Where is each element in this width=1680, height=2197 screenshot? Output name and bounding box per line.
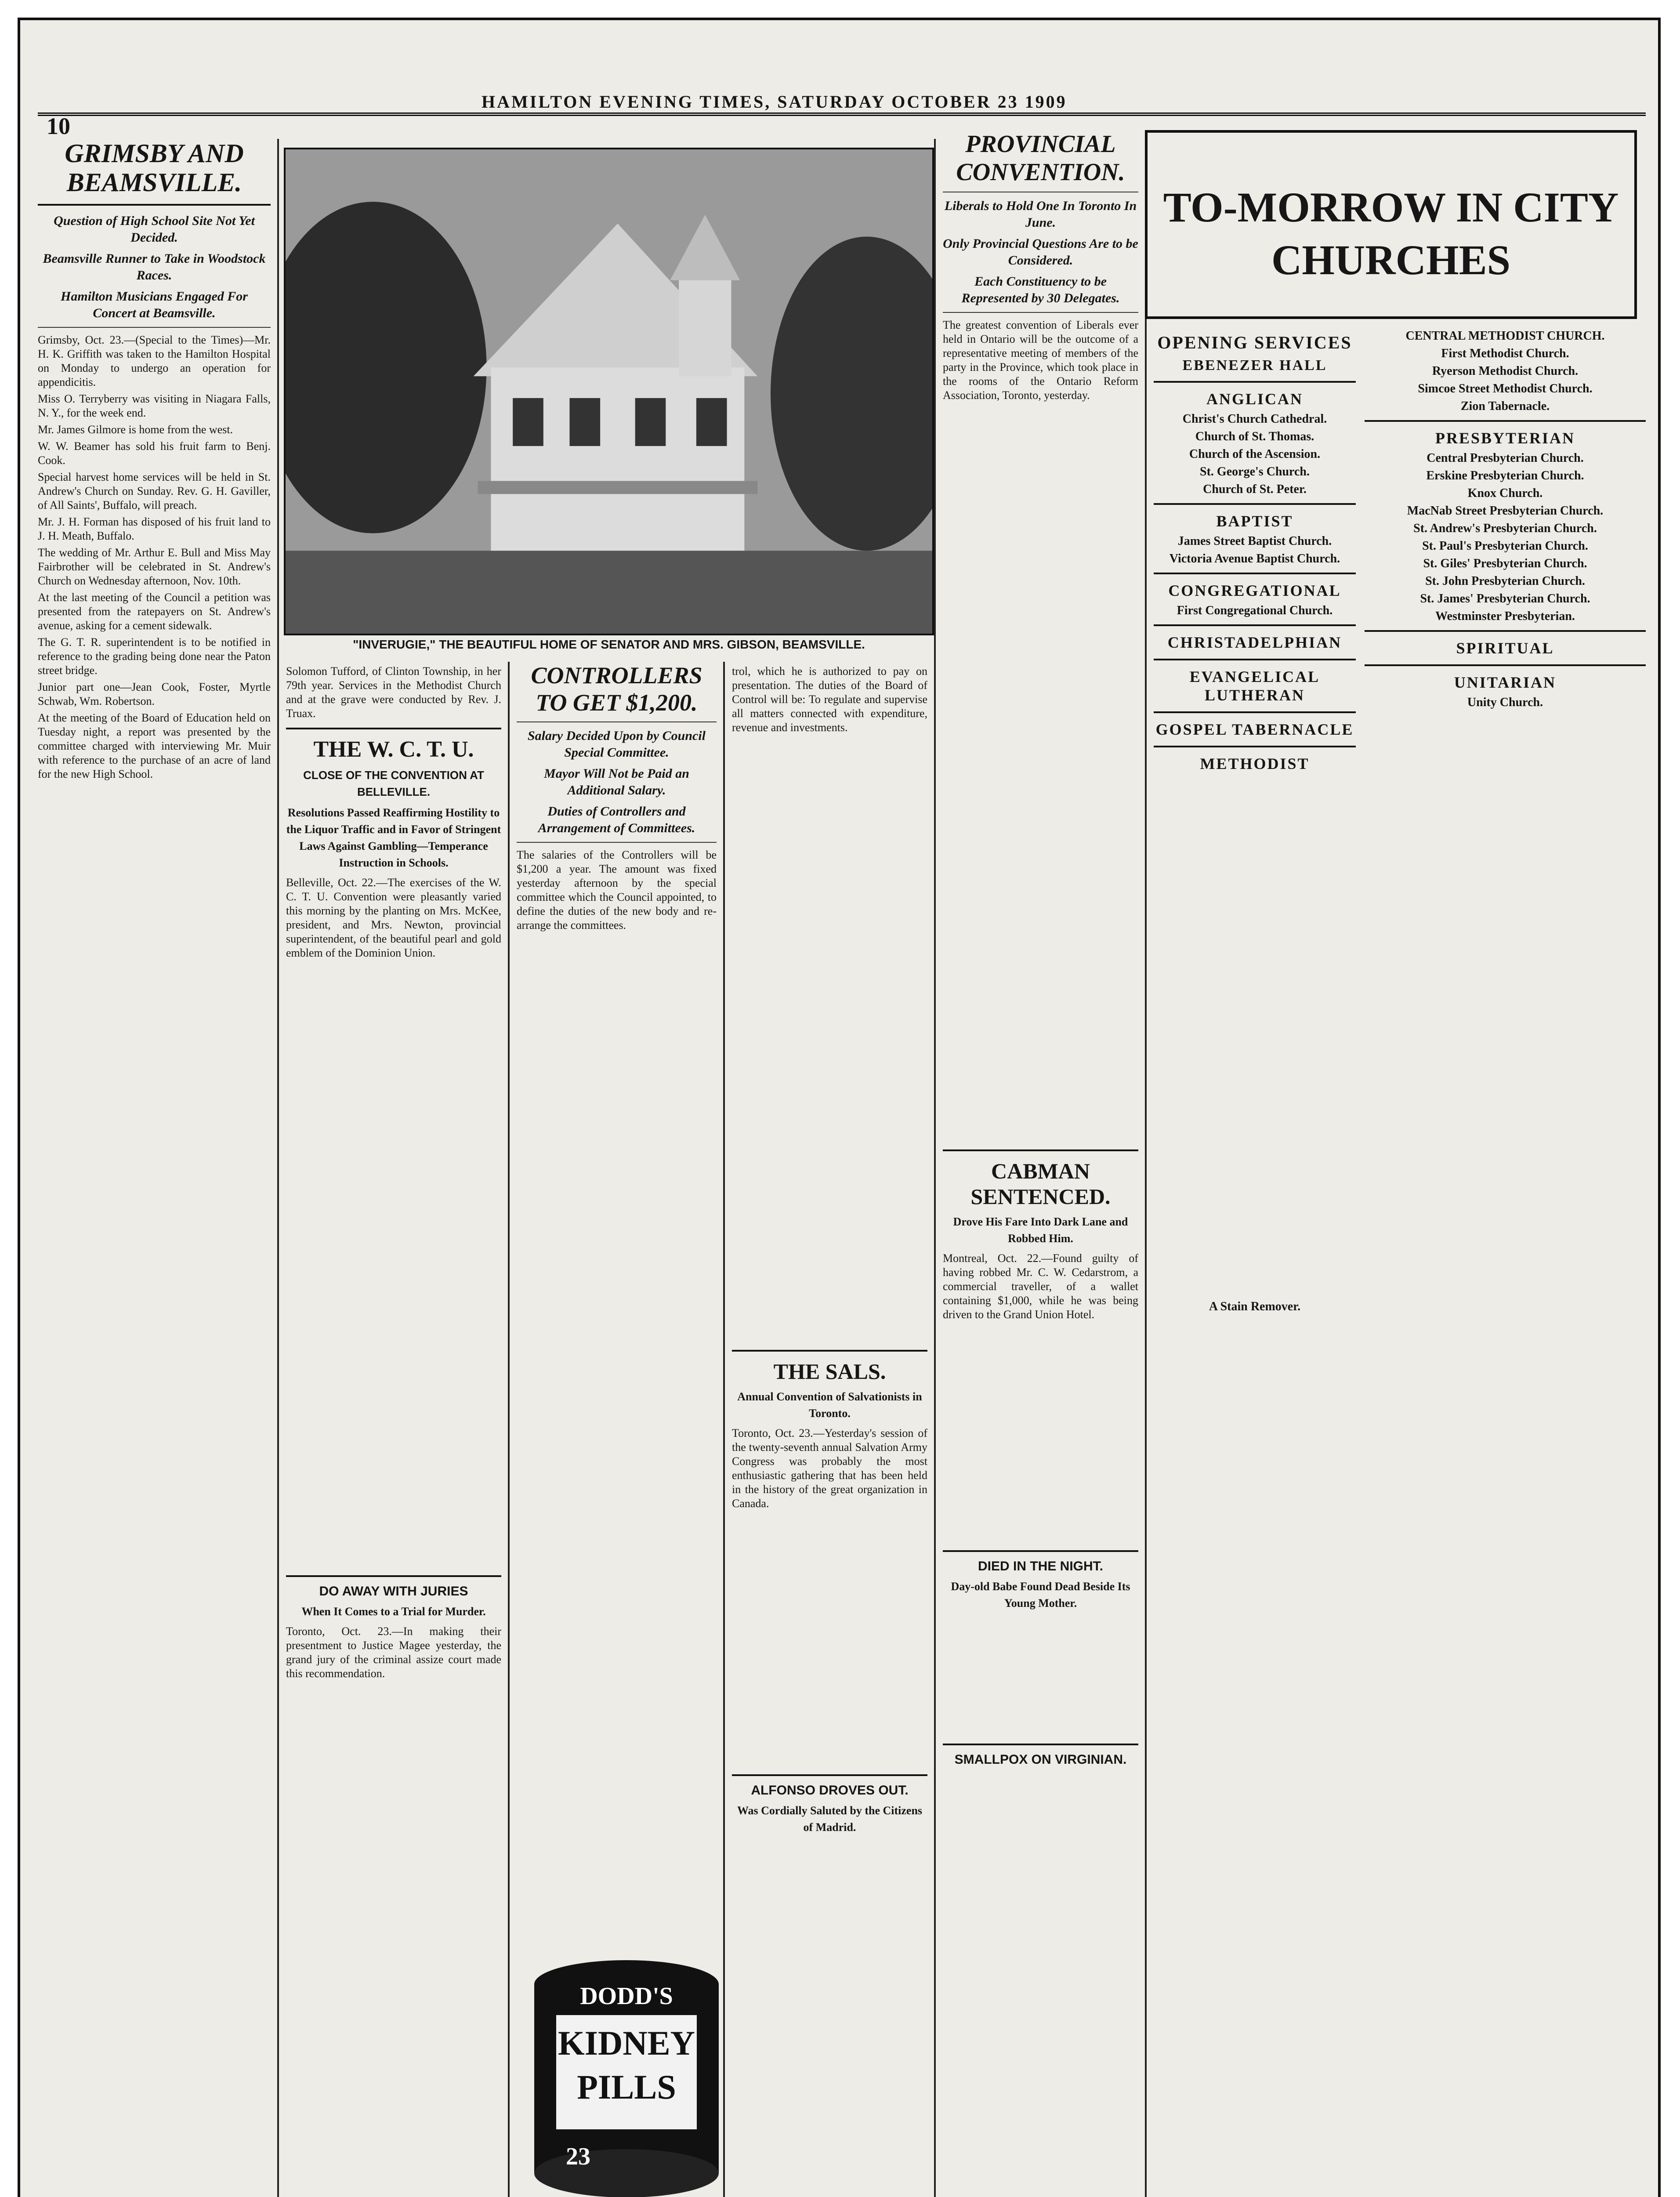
church-listing	[1154, 430, 1356, 443]
church-name: Church of the Ascension.	[1189, 447, 1321, 461]
church-name: Church of St. Peter.	[1203, 482, 1307, 496]
divider	[38, 204, 271, 206]
divider	[1154, 746, 1356, 747]
ad-price: 23	[566, 2143, 590, 2170]
article-grimsby	[38, 139, 271, 2197]
divider	[1154, 381, 1356, 383]
headline-grimsby: GRIMSBY AND BEAMSVILLE.	[65, 139, 244, 197]
headline-controllers: CONTROLLERS TO GET $1,200.	[531, 662, 702, 716]
church-listing	[1154, 535, 1356, 548]
ad-brand: DODD'S	[580, 1983, 673, 2010]
church-name: Christ's Church Cathedral.	[1182, 412, 1327, 426]
deck: Liberals to Hold One In Toronto In June.	[944, 199, 1137, 230]
stain-remover	[1154, 1300, 1356, 1313]
church-listing	[1154, 448, 1356, 461]
stain-title: A Stain Remover.	[1209, 1300, 1301, 1313]
church-name: St. Paul's Presbyterian Church.	[1422, 539, 1588, 553]
ad-word2: PILLS	[577, 2068, 676, 2106]
deck: Drove His Fare Into Dark Lane and Robbed Him.	[953, 1215, 1128, 1245]
section-heading: EVANGELICAL LUTHERAN	[1189, 668, 1320, 704]
deck: Question of High School Site Not Yet Decided.	[54, 214, 255, 245]
paragraph: Montreal, Oct. 22.—Found guilty of having robbed Mr. C. W. Cedarstrom, a commercial traveller, of a wallet containing $1,000, while he was being driven to the Grand Union Hotel.	[943, 1252, 1138, 1321]
paragraph: The G. T. R. superintendent is to be notified in reference to the grading being done near the Paton street bridge.	[38, 636, 271, 677]
church-name: Unity Church.	[1467, 696, 1543, 709]
deck: Only Provincial Questions Are to be Considered.	[943, 236, 1138, 268]
church-listing	[1365, 610, 1646, 623]
masthead-dateline: HAMILTON EVENING TIMES, SATURDAY OCTOBER 23 1909	[482, 92, 1067, 112]
church-listing	[1154, 552, 1356, 566]
church-listing	[1365, 575, 1646, 588]
church-name: Victoria Avenue Baptist Church.	[1169, 552, 1340, 566]
column-rule	[934, 139, 936, 2197]
church-listing	[1154, 413, 1356, 426]
divider	[1154, 503, 1356, 505]
church-listing	[1365, 469, 1646, 482]
church-name: St. Andrew's Presbyterian Church.	[1413, 522, 1597, 535]
divider	[943, 1550, 1138, 1552]
dodds-kidney-pills-ad	[525, 1954, 728, 2197]
church-name: First Congregational Church.	[1177, 604, 1333, 617]
church-directory-right	[1365, 328, 1646, 2197]
divider	[943, 1744, 1138, 1745]
headline-wctu: THE W. C. T. U.	[313, 737, 474, 762]
deck: Resolutions Passed Reaffirming Hostility to the Liquor Traffic and in Favor of Stringent Laws Against Gambling—Temperance Instruction in Schools.	[286, 806, 501, 869]
church-name: Simcoe Street Methodist Church.	[1418, 382, 1593, 395]
church-name: James Street Baptist Church.	[1177, 534, 1332, 548]
divider	[1154, 624, 1356, 626]
headline-juries: DO AWAY WITH JURIES	[319, 1584, 468, 1599]
paragraph: W. W. Beamer has sold his fruit farm to Benj. Cook.	[38, 440, 271, 467]
deck: Duties of Controllers and Arrangement of Committees.	[538, 804, 695, 835]
banner-title: TO-MORROW IN CITY CHURCHES	[1163, 184, 1619, 283]
paragraph: The greatest convention of Liberals ever held in Ontario will be the outcome of a representative meeting of members of the party in the Province, which took place in the rooms of the Ontario Reform Association, Toronto, yesterday.	[943, 319, 1138, 402]
section-heading: BAPTIST	[1216, 512, 1293, 530]
column-rule	[508, 662, 510, 2197]
divider	[732, 1774, 927, 1776]
deck: Annual Convention of Salvationists in Toronto.	[737, 1390, 922, 1420]
paragraph: Toronto, Oct. 23.—Yesterday's session of the twenty-seventh annual Salvation Army Congress was probably the most enthusiastic gathering that has been held in the history of the great organization in Canada.	[732, 1427, 927, 1510]
church-listing	[1365, 400, 1646, 413]
church-name: Knox Church.	[1467, 486, 1543, 500]
headline-night: DIED IN THE NIGHT.	[978, 1559, 1103, 1573]
church-listing	[1365, 504, 1646, 518]
divider	[1154, 659, 1356, 660]
article-wctu	[286, 662, 501, 2197]
paragraph: Solomon Tufford, of Clinton Township, in her 79th year. Services in the Methodist Church and at the grave were conducted by Rev. J. Truax.	[286, 665, 501, 720]
section-heading: ANGLICAN	[1206, 390, 1303, 408]
divider	[1365, 664, 1646, 666]
divider	[732, 1350, 927, 1352]
divider	[943, 312, 1138, 313]
paragraph: Grimsby, Oct. 23.—(Special to the Times)—Mr. H. K. Griffith was taken to the Hamilton Hospital on Monday to undergo an operation for appendicitis.	[38, 334, 271, 388]
church-listing	[1365, 330, 1646, 343]
divider	[1365, 630, 1646, 632]
deck: Was Cordially Saluted by the Citizens of Madrid.	[737, 1804, 923, 1834]
headline-convention: PROVINCIAL CONVENTION.	[956, 131, 1125, 186]
section-heading: CONGREGATIONAL	[1168, 582, 1341, 599]
divider	[38, 327, 271, 328]
house-photo	[284, 148, 934, 635]
paragraph: Miss O. Terryberry was visiting in Niagara Falls, N. Y., for the week end.	[38, 392, 271, 419]
deck: Salary Decided Upon by Council Special Committee.	[528, 729, 706, 760]
church-name: St. George's Church.	[1200, 465, 1310, 479]
church-name: Zion Tabernacle.	[1460, 399, 1550, 413]
article-convention	[943, 130, 1138, 2197]
divider	[1365, 420, 1646, 422]
paragraph: At the meeting of the Board of Education held on Tuesday night, a report was presented by the committee charged with interviewing Mr. Muir with reference to the purchase of an acre of land for the new High School.	[38, 711, 271, 780]
headline-smallpox: SMALLPOX ON VIRGINIAN.	[954, 1752, 1127, 1767]
church-name: Erskine Presbyterian Church.	[1426, 469, 1584, 482]
pill-box-illustration	[525, 1954, 728, 2197]
church-name: Westminster Presbyterian.	[1435, 609, 1575, 623]
section-heading: SPIRITUAL	[1456, 639, 1554, 657]
church-listing	[1365, 522, 1646, 535]
church-listing	[1154, 604, 1356, 617]
church-name: First Methodist Church.	[1441, 347, 1569, 360]
divider	[1154, 573, 1356, 574]
headline-sals: THE SALS.	[773, 1359, 886, 1384]
paragraph: Special harvest home services will be held in St. Andrew's Church on Sunday. Rev. G. H. Gaviller, of All Saints', Buffalo, will preach.	[38, 471, 271, 511]
church-listing	[1365, 382, 1646, 395]
deck: Each Constituency to be Represented by 30 Delegates.	[961, 274, 1120, 305]
church-listing	[1365, 487, 1646, 500]
church-listing	[1154, 483, 1356, 496]
paragraph: trol, which he is authorized to pay on presentation. The duties of the Board of Control will be: To regulate and supervise all matters connected with expenditure, revenue and investments.	[732, 665, 927, 734]
section-heading: CHRISTADELPHIAN	[1167, 634, 1342, 651]
divider	[1154, 711, 1356, 713]
newspaper-page	[18, 18, 1661, 2197]
paragraph: Toronto, Oct. 23.—In making their presentment to Justice Magee yesterday, the grand jury of the criminal assize court made this recommendation.	[286, 1625, 501, 1680]
paragraph: Belleville, Oct. 22.—The exercises of the W. C. T. U. Convention were pleasantly varied this morning by the planting on Mrs. McKee, president, and Mrs. Newton, provincial superintendent, of the beautiful pearl and gold emblem of the Dominion Union.	[286, 876, 501, 959]
ad-word1: KIDNEY	[558, 2024, 695, 2062]
opening-services-heading: OPENING SERVICES	[1157, 333, 1352, 352]
headline-cabman: CABMAN SENTENCED.	[970, 1159, 1111, 1209]
church-listing	[1365, 557, 1646, 570]
column-rule	[1145, 139, 1147, 2197]
church-listing	[1365, 592, 1646, 605]
paragraph: The wedding of Mr. Arthur E. Bull and Miss May Fairbrother will be celebrated in St. Andrew's Church on Wednesday afternoon, Nov. 10th.	[38, 546, 271, 587]
church-listing	[1365, 347, 1646, 360]
divider	[286, 1575, 501, 1577]
church-listing	[1365, 452, 1646, 465]
divider	[517, 721, 717, 722]
deck: Hamilton Musicians Engaged For Concert at Beamsville.	[61, 289, 248, 320]
deck: Beamsville Runner to Take in Woodstock Races.	[43, 251, 266, 283]
deck: Mayor Will Not be Paid an Additional Salary.	[544, 766, 689, 798]
church-name: St. John Presbyterian Church.	[1425, 574, 1585, 588]
church-banner	[1145, 130, 1637, 319]
house-illustration	[286, 149, 932, 634]
church-name: St. James' Presbyterian Church.	[1420, 592, 1590, 605]
church-directory-left	[1154, 328, 1356, 2197]
divider	[517, 842, 717, 843]
section-heading: UNITARIAN	[1454, 674, 1557, 691]
church-listing	[1365, 365, 1646, 378]
paragraph: The salaries of the Controllers will be $1,200 a year. The amount was fixed yesterday afternoon by the special committee which the Council appointed, to define the duties of the new body and re-arrange the committees.	[517, 848, 717, 932]
section-heading: METHODIST	[1200, 755, 1310, 772]
deck: Day-old Babe Found Dead Beside Its Young Mother.	[951, 1580, 1130, 1610]
paragraph: Junior part one—Jean Cook, Foster, Myrtle Schwab, Wm. Robertson.	[38, 681, 271, 707]
church-name: Church of St. Thomas.	[1195, 430, 1314, 443]
deck: When It Comes to a Trial for Murder.	[301, 1605, 486, 1618]
page-number: 10	[47, 113, 70, 139]
church-listing	[1154, 465, 1356, 479]
church-name: Ryerson Methodist Church.	[1432, 364, 1579, 378]
photo-caption: "INVERUGIE," THE BEAUTIFUL HOME OF SENATOR AND MRS. GIBSON, BEAMSVILLE.	[353, 638, 865, 651]
divider	[286, 728, 501, 729]
church-listing	[1365, 540, 1646, 553]
church-name: Central Presbyterian Church.	[1427, 451, 1584, 465]
section-heading: PRESBYTERIAN	[1435, 429, 1575, 447]
church-listing	[1365, 696, 1646, 709]
article-sals	[732, 662, 927, 2197]
paragraph: Mr. J. H. Forman has disposed of his fruit land to J. H. Meath, Buffalo.	[38, 515, 271, 542]
church-name: St. Giles' Presbyterian Church.	[1423, 557, 1587, 570]
paragraph: At the last meeting of the Council a petition was presented from the ratepayers on St. Andrew's avenue, asking for a cement sidewalk.	[38, 591, 271, 632]
divider	[943, 1149, 1138, 1151]
section-heading: GOSPEL TABERNACLE	[1155, 721, 1354, 738]
column-rule	[277, 139, 279, 2197]
deck: CLOSE OF THE CONVENTION AT BELLEVILLE.	[303, 769, 484, 798]
church-name: MacNab Street Presbyterian Church.	[1407, 504, 1604, 518]
church-name: CENTRAL METHODIST CHURCH.	[1405, 329, 1605, 343]
ebenezer-hall: EBENEZER HALL	[1182, 357, 1327, 373]
paragraph: Mr. James Gilmore is home from the west.	[38, 423, 233, 436]
headline-alfonso: ALFONSO DROVES OUT.	[751, 1783, 909, 1798]
